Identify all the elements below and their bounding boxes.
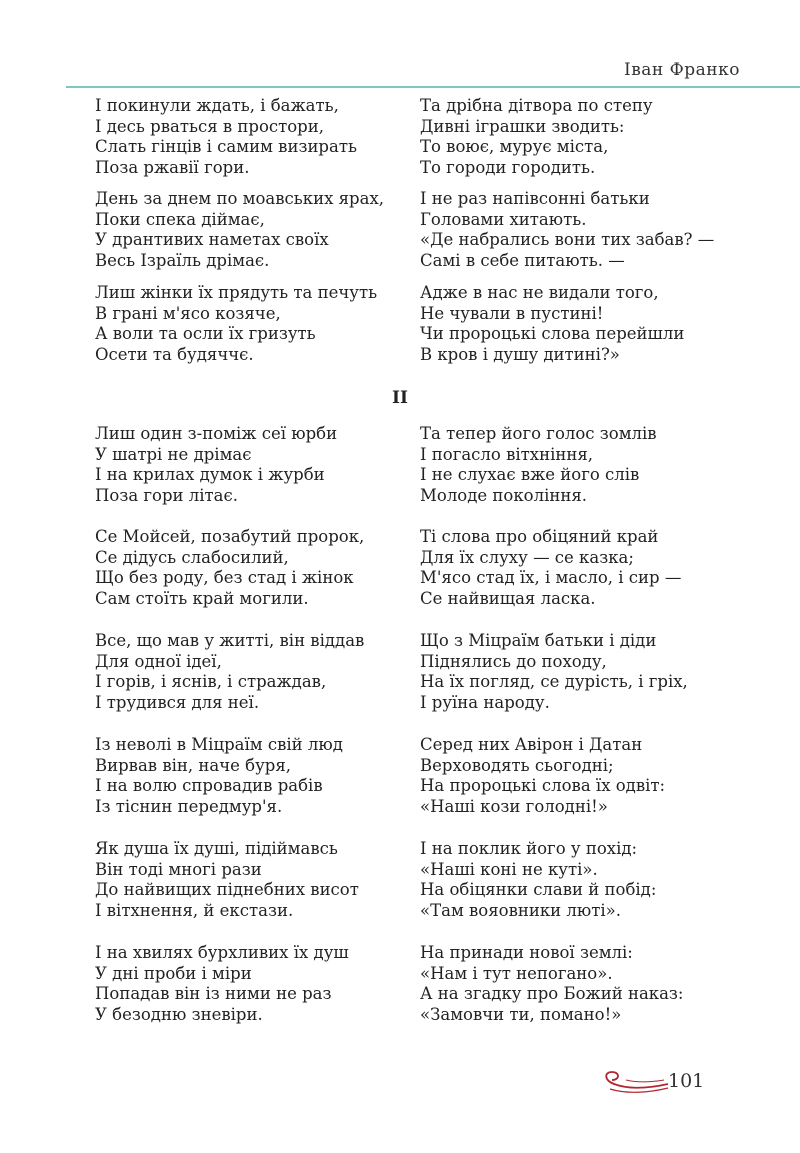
verse-line: Лиш жінки їх прядуть та печуть (95, 283, 378, 302)
verse-line: А на згадку про Божий наказ: (420, 984, 684, 1003)
verse-line: Все, що мав у житті, він віддав (95, 631, 365, 650)
verse-line: Верховодять сьогодні; (420, 755, 614, 775)
verse-line: І десь рваться в простори, (95, 116, 324, 136)
verse-line: «Наші кози голодні!» (420, 796, 608, 816)
stanza (95, 735, 415, 817)
verse-line: На пророцькі слова їх одвіт: (420, 776, 666, 795)
verse-line: Що з Міцраїм батьки і діди (420, 631, 657, 650)
verse-line: І погасло вітхніння, (420, 444, 594, 464)
verse-line: «Наші коні не куті». (420, 859, 598, 879)
verse-line: Із неволі в Міцраїм свій люд (95, 735, 343, 754)
verse-line: І трудився для неї. (95, 692, 260, 712)
verse-line: Дивні іграшки зводить: (420, 116, 625, 136)
verse-line: Піднялись до походу, (420, 651, 607, 671)
verse-line: Що без роду, без стад і жінок (95, 568, 354, 587)
verse-line: Для їх слуху — се казка; (420, 547, 634, 567)
verse-line: І не слухає вже його слів (420, 465, 640, 484)
verse-line: Та тепер його голос зомлів (420, 424, 657, 443)
verse-line: І на крилах думок і журби (95, 465, 325, 484)
verse-line: Поки спека діймає, (95, 209, 265, 229)
page-number: 101 (668, 1070, 705, 1092)
stanza (420, 424, 740, 506)
verse-line: І покинули ждать, і бажать, (95, 96, 339, 115)
verse-line: Та дрібна дітвора по степу (420, 96, 653, 115)
verse-line: Як душа їх душі, підіймавсь (95, 839, 338, 858)
verse-line: Самі в себе питають. — (420, 250, 625, 270)
stanza (95, 96, 415, 178)
verse-line: Із тіснин передмур'я. (95, 796, 283, 816)
verse-line: Осети та будяччє. (95, 344, 254, 364)
stanza (420, 631, 740, 713)
verse-line: До найвищих піднебних висот (95, 880, 359, 899)
verse-line: На принади нової землі: (420, 943, 633, 962)
verse-line: Чи пророцькі слова перейшли (420, 324, 685, 343)
stanza (420, 96, 740, 178)
verse-line: Лиш один з-поміж сеї юрби (95, 424, 338, 443)
verse-line: І горів, і яснів, і страждав, (95, 672, 327, 691)
verse-line: Се найвищая ласка. (420, 588, 596, 608)
verse-line: На обіцянки слави й побід: (420, 880, 657, 899)
header-author: Іван Франко (624, 60, 740, 80)
verse-line: І на волю спровадив рабів (95, 776, 323, 795)
verse-line: Поза гори літає. (95, 485, 238, 505)
verse-line: А воли та осли їх гризуть (95, 324, 316, 343)
verse-line: Весь Ізраїль дрімає. (95, 250, 270, 270)
swirl-ornament-icon (598, 1066, 670, 1096)
verse-line: У шатрі не дрімає (95, 444, 252, 464)
stanza (95, 527, 415, 609)
verse-line: Се дідусь слабосилий, (95, 547, 289, 567)
verse-line: В грані м'ясо козяче, (95, 303, 281, 323)
section-numeral: II (392, 388, 408, 408)
stanza (95, 283, 415, 365)
verse-line: Поза ржавії гори. (95, 157, 250, 177)
stanza (95, 631, 415, 713)
verse-line: І на поклик його у похід: (420, 839, 638, 858)
verse-line: Для одної ідеї, (95, 651, 222, 671)
stanza (420, 943, 740, 1025)
verse-line: Се Мойсей, позабутий пророк, (95, 527, 365, 546)
verse-line: І руїна народу. (420, 692, 550, 712)
stanza (420, 527, 740, 609)
verse-line: М'ясо стад їх, і масло, і сир — (420, 568, 682, 587)
verse-line: «Замовчи ти, помано!» (420, 1004, 622, 1024)
verse-line: І не раз напівсонні батьки (420, 189, 650, 208)
stanza (420, 283, 740, 365)
verse-line: День за днем по моавських ярах, (95, 189, 384, 208)
verse-line: У безодню зневіри. (95, 1004, 263, 1024)
verse-line: Не чували в пустині! (420, 303, 604, 323)
page-footer (598, 1066, 748, 1106)
stanza (420, 189, 740, 271)
verse-line: Головами хитають. (420, 209, 587, 229)
stanza (95, 839, 415, 921)
verse-line: Молоде покоління. (420, 485, 587, 505)
verse-line: «Там вояовники люті». (420, 900, 622, 920)
verse-line: То городи городить. (420, 157, 596, 177)
verse-line: Адже в нас не видали того, (420, 283, 659, 302)
verse-line: Слать гінців і самим визирать (95, 137, 357, 156)
stanza (95, 943, 415, 1025)
verse-line: Ті слова про обіцяний край (420, 527, 659, 546)
verse-line: «Нам і тут непогано». (420, 963, 613, 983)
header-rule (66, 86, 800, 88)
verse-line: Попадав він із ними не раз (95, 984, 332, 1003)
stanza (95, 189, 415, 271)
verse-line: У дні проби і міри (95, 963, 252, 983)
verse-line: В кров і душу дитині?» (420, 344, 620, 364)
verse-line: Він тоді многі рази (95, 859, 262, 879)
verse-line: У дрантивих наметах своїх (95, 230, 329, 249)
stanza (95, 424, 415, 506)
verse-line: Вирвав він, наче буря, (95, 755, 292, 775)
verse-line: То воює, мурує міста, (420, 137, 609, 156)
verse-line: І на хвилях бурхливих їх душ (95, 943, 349, 962)
stanza (420, 839, 740, 921)
verse-line: На їх погляд, се дурість, і гріх, (420, 672, 688, 691)
verse-line: Серед них Авірон і Датан (420, 735, 643, 754)
verse-line: І вітхнення, й екстази. (95, 900, 294, 920)
stanza (420, 735, 740, 817)
verse-line: Сам стоїть край могили. (95, 588, 309, 608)
verse-line: «Де набрались вони тих забав? — (420, 230, 715, 249)
